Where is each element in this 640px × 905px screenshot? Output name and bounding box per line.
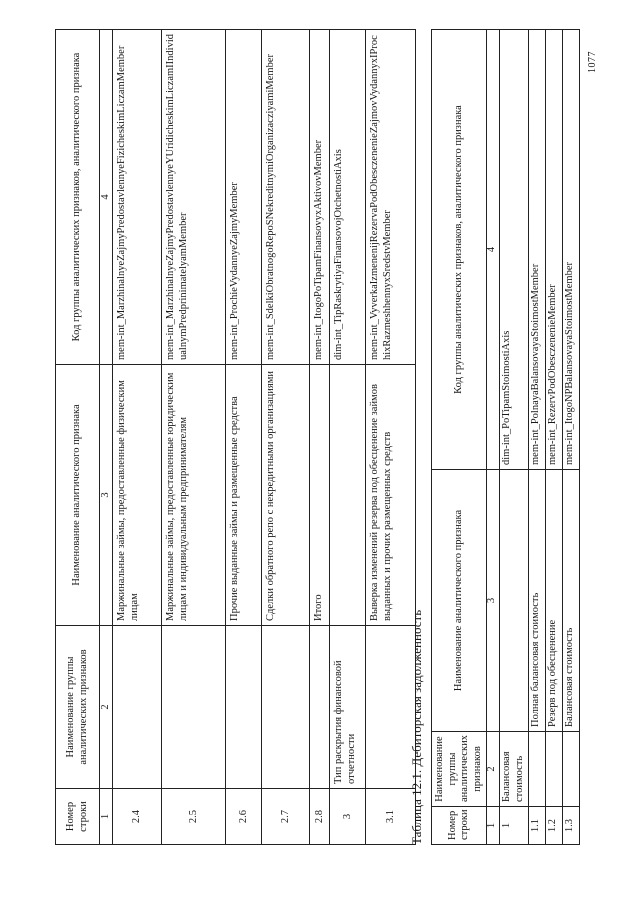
- feature-code: mem-int_MarzhinalnyeZajmyPredostavlennyeFizicheskimLiczamMember: [113, 30, 162, 365]
- feature-name: Резерв под обесценение: [545, 470, 562, 732]
- column-index-row: [487, 30, 500, 845]
- table-row: [330, 30, 366, 845]
- feature-code: mem-int_ItogoPoTipamFinansovyxAktivovMember: [310, 30, 330, 365]
- header-row-number: Номер строки: [432, 807, 487, 845]
- row-number: 1.3: [562, 807, 579, 845]
- page-number: 1077: [587, 51, 598, 73]
- row-number: 1.1: [528, 807, 545, 845]
- row-number: 2.7: [262, 789, 310, 845]
- feature-name: Балансовая стоимость: [562, 470, 579, 732]
- column-index: 3: [100, 365, 113, 626]
- group-name: [310, 626, 330, 789]
- feature-code: dim-int_TipRaskrytiyaFinansovojOtchetnostiAxis: [330, 30, 366, 365]
- column-index: 1: [487, 807, 500, 845]
- feature-code: mem-int_SdelkiObratnogoRepoSNekreditnymiOrganizacziyamiMember: [262, 30, 310, 365]
- table-row: [366, 30, 416, 845]
- group-name: [162, 626, 226, 789]
- table-row: [545, 30, 562, 845]
- analytics-table-continued: [55, 29, 416, 845]
- group-name: Тип раскрытия финансовой отчетности: [330, 626, 366, 789]
- group-name: [545, 732, 562, 807]
- table-row: [562, 30, 579, 845]
- feature-code: mem-int_ItogoNPBalansovayaStoimostMember: [562, 30, 579, 470]
- table-row: [162, 30, 226, 845]
- column-index: 3: [487, 470, 500, 732]
- feature-code: mem-int_ProchieVydannyeZajmyMember: [226, 30, 262, 365]
- header-feature-name: Наименование аналитического признака: [432, 470, 487, 732]
- feature-name: Сделки обратного репо с некредитными организациями: [262, 365, 310, 626]
- group-name: [226, 626, 262, 789]
- feature-name: Маржинальные займы, предоставленные юридическим лицам и индивидуальным предпринимателям: [162, 365, 226, 626]
- group-name: [262, 626, 310, 789]
- table-row: [500, 30, 528, 845]
- table-row: [113, 30, 162, 845]
- table-row: [310, 30, 330, 845]
- column-index: 4: [100, 30, 113, 365]
- column-index: 2: [100, 626, 113, 789]
- feature-name: Маржинальные займы, предоставленные физическим лицам: [113, 365, 162, 626]
- header-group-name: Наименование группы аналитических признаков: [432, 732, 487, 807]
- header-code: Код группы аналитических признаков, аналитического признака: [432, 30, 487, 470]
- row-number: 1.2: [545, 807, 562, 845]
- receivables-table: [431, 29, 580, 845]
- feature-code: mem-int_PolnayaBalansovayaStoimostMember: [528, 30, 545, 470]
- feature-name: [330, 365, 366, 626]
- column-index: 1: [100, 789, 113, 845]
- header-feature-name: Наименование аналитического признака: [56, 365, 100, 626]
- column-index: 2: [487, 732, 500, 807]
- group-name: [366, 626, 416, 789]
- row-number: 3.1: [366, 789, 416, 845]
- row-number: 2.5: [162, 789, 226, 845]
- header-row-number: Номер строки: [56, 789, 100, 845]
- row-number: 1: [500, 807, 528, 845]
- feature-code: mem-int_VyverkaIzmenenijRezervaPodObesczenenieZajmovVydannyxIProchixRazmeshhennyxSredstvMember: [366, 30, 416, 365]
- table-row: [226, 30, 262, 845]
- header-group-name: Наименование группы аналитических признаков: [56, 626, 100, 789]
- feature-name: Итого: [310, 365, 330, 626]
- group-name: [562, 732, 579, 807]
- group-name: [528, 732, 545, 807]
- feature-name: Выверка изменений резерва под обесценение займов выданных и прочих размещенных средств: [366, 365, 416, 626]
- header-code: Код группы аналитических признаков, аналитического признака: [56, 30, 100, 365]
- row-number: 2.4: [113, 789, 162, 845]
- feature-code: dim-int_PoTipamStoimostiAxis: [500, 30, 528, 470]
- row-number: 2.8: [310, 789, 330, 845]
- feature-name: [500, 470, 528, 732]
- feature-code: mem-int_MarzhinalnyeZajmyPredostavlennyeYUridicheskimLiczamIIndividualnymPredprinimatelyamMember: [162, 30, 226, 365]
- row-number: 3: [330, 789, 366, 845]
- column-index-row: [100, 30, 113, 845]
- feature-name: Прочие выданные займы и размещенные средства: [226, 365, 262, 626]
- table-caption: Таблица 12.1. Дебиторская задолженность: [409, 609, 424, 845]
- group-name: Балансовая стоимость: [500, 732, 528, 807]
- row-number: 2.6: [226, 789, 262, 845]
- feature-code: mem-int_RezervPodObesczenenieMember: [545, 30, 562, 470]
- group-name: [113, 626, 162, 789]
- table-row: [262, 30, 310, 845]
- table-row: [528, 30, 545, 845]
- feature-name: Полная балансовая стоимость: [528, 470, 545, 732]
- column-index: 4: [487, 30, 500, 470]
